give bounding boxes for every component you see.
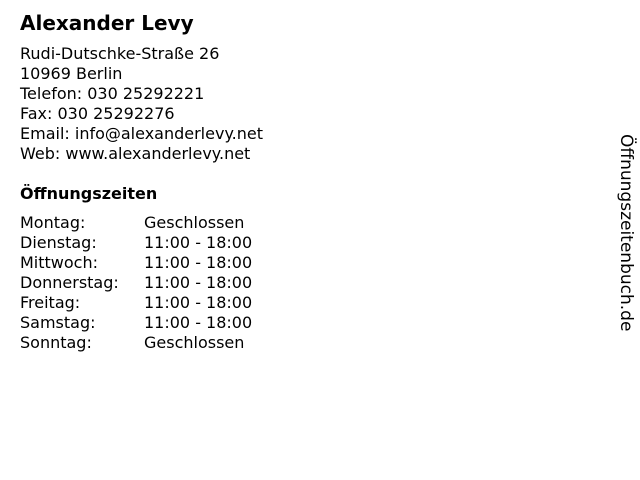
opening-hours-title: Öffnungszeiten	[20, 184, 158, 203]
hours-row-thursday	[20, 273, 600, 293]
day-label: Samstag:	[20, 313, 96, 332]
day-hours: Geschlossen	[144, 213, 245, 232]
day-label: Freitag:	[20, 293, 81, 312]
hours-row-saturday	[20, 313, 600, 333]
hours-row-tuesday	[20, 233, 600, 253]
day-hours: 11:00 - 18:00	[144, 313, 253, 332]
day-hours: Geschlossen	[144, 333, 245, 352]
day-hours: 11:00 - 18:00	[144, 293, 253, 312]
email-address: Email: info@alexanderlevy.net	[20, 124, 263, 143]
hours-row-wednesday	[20, 253, 600, 273]
street-address: Rudi-Dutschke-Straße 26	[20, 44, 220, 63]
day-label: Donnerstag:	[20, 273, 119, 292]
day-label: Dienstag:	[20, 233, 97, 252]
contact-block	[20, 44, 600, 164]
city-postal-code: 10969 Berlin	[20, 64, 123, 83]
day-label: Montag:	[20, 213, 86, 232]
day-hours: 11:00 - 18:00	[144, 253, 253, 272]
phone-number: Telefon: 030 25292221	[20, 84, 205, 103]
business-card	[20, 8, 600, 353]
fax-number: Fax: 030 25292276	[20, 104, 175, 123]
hours-row-friday	[20, 293, 600, 313]
day-hours: 11:00 - 18:00	[144, 273, 253, 292]
day-hours: 11:00 - 18:00	[144, 233, 253, 252]
site-branding-vertical	[612, 134, 640, 364]
business-name: Alexander Levy	[20, 11, 194, 35]
site-branding-text: Öffnungszeitenbuch.de	[616, 134, 636, 332]
website-address: Web: www.alexanderlevy.net	[20, 144, 251, 163]
hours-row-monday	[20, 213, 600, 233]
day-label: Sonntag:	[20, 333, 92, 352]
hours-row-sunday	[20, 333, 600, 353]
day-label: Mittwoch:	[20, 253, 98, 272]
opening-hours-table	[20, 213, 600, 353]
